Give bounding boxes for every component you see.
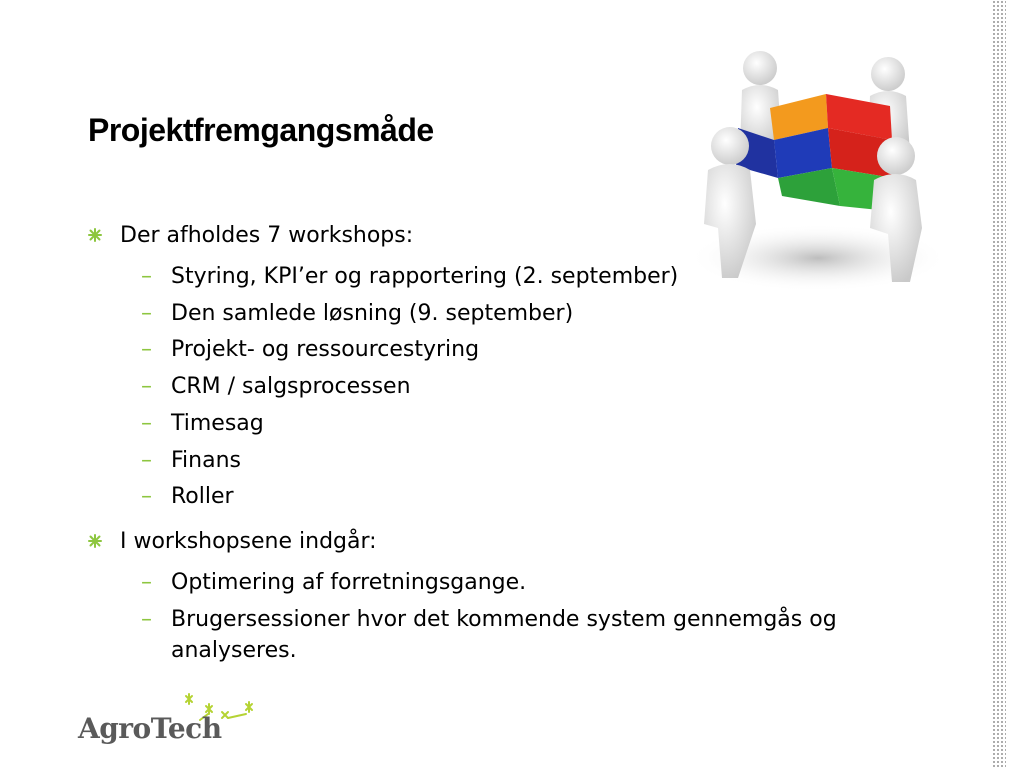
sub-item: – CRM / salgsprocessen xyxy=(141,374,411,399)
slide-title: Projektfremgangsmåde xyxy=(88,112,434,148)
sub-item: – Projekt- og ressourcestyring xyxy=(141,337,480,362)
asterisk-star-icon xyxy=(88,228,102,242)
dotted-border-decoration xyxy=(992,0,1006,768)
sub-item: – Styring, KPI’er og rapportering (2. september) xyxy=(141,264,679,289)
sub-item: – Brugersessioner hvor det kommende system gennemgås og analyseres. xyxy=(141,607,837,663)
sub-item: – Timesag xyxy=(141,411,264,436)
asterisk-star-icon xyxy=(88,534,102,548)
sub-item: – Finans xyxy=(141,448,241,473)
bullet-item xyxy=(88,526,377,556)
sub-item: – Roller xyxy=(141,484,234,509)
logo-wordmark: AgroTech xyxy=(78,712,222,745)
puzzle-team-illustration xyxy=(678,28,950,296)
bullet-text: Der afholdes 7 workshops: xyxy=(120,222,414,248)
sub-item: – Den samlede løsning (9. september) xyxy=(141,301,574,326)
bullet-item xyxy=(88,220,413,250)
bullet-text: I workshopsene indgår: xyxy=(120,528,377,554)
sub-item: – Optimering af forretningsgange. xyxy=(141,570,527,595)
agrotech-logo xyxy=(78,690,278,750)
